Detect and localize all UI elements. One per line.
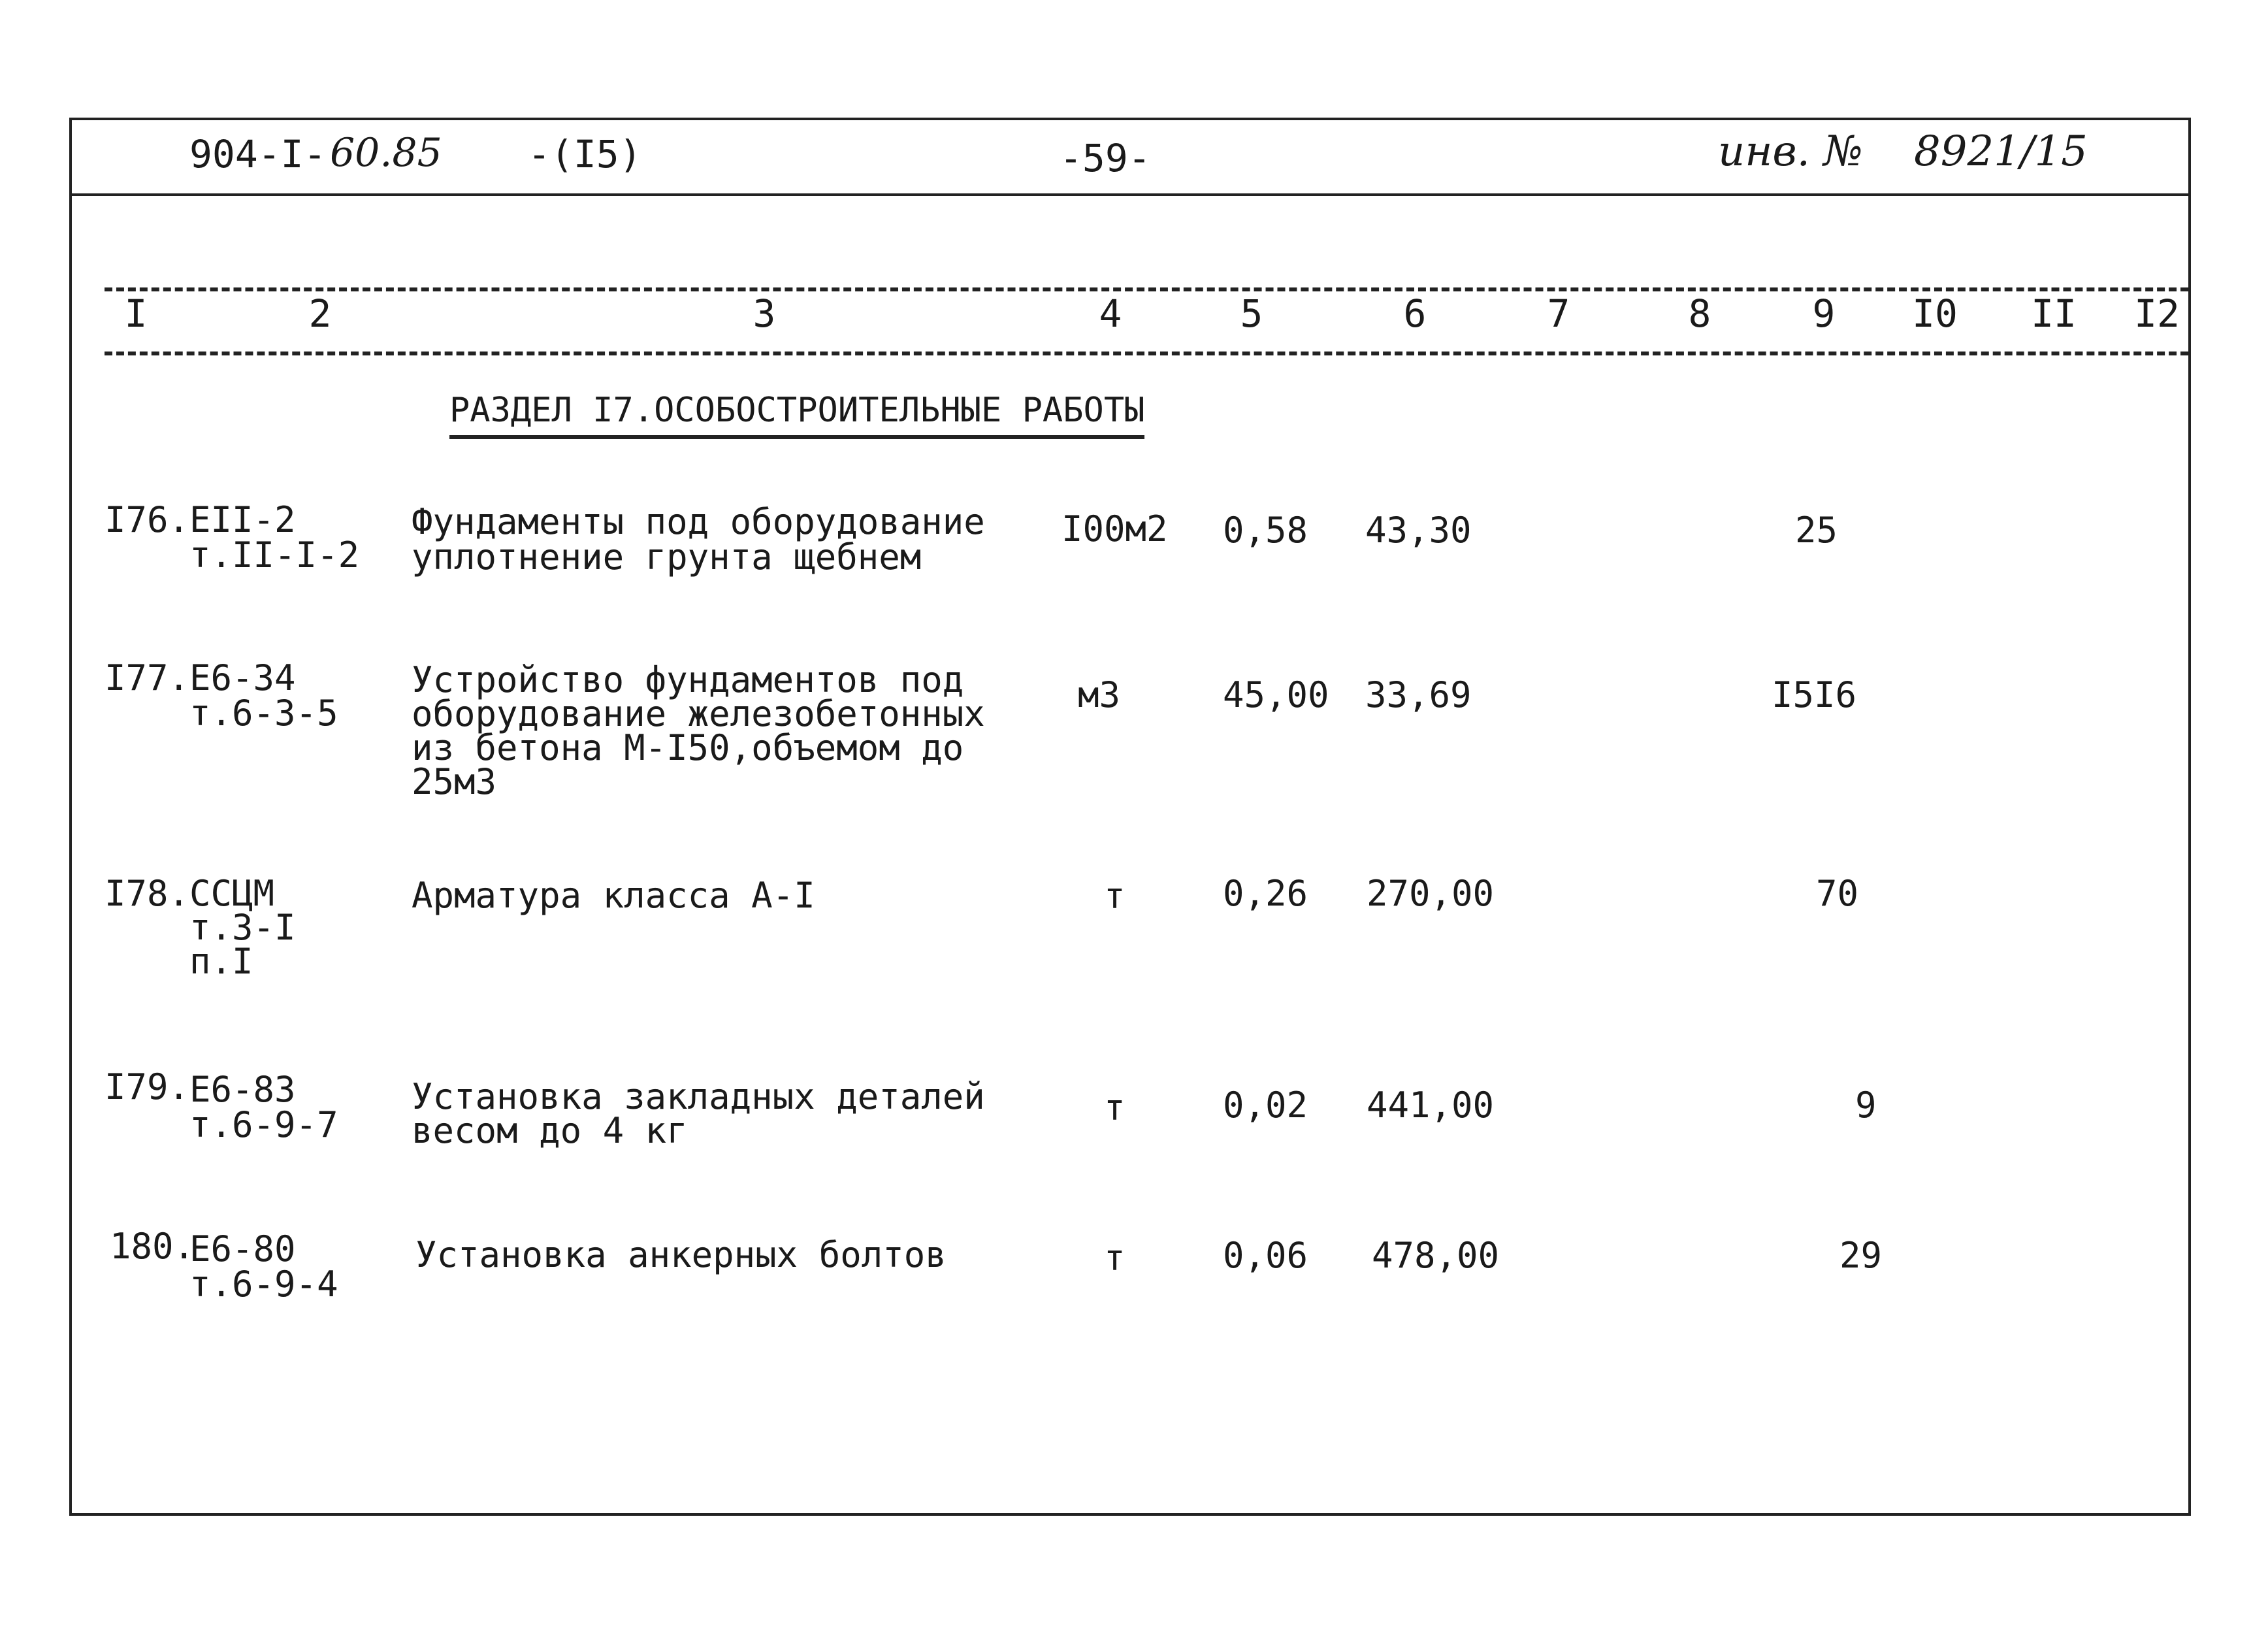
header-rule [72,193,2188,196]
row-number: I79. [105,1066,190,1107]
row-unit: т [1104,1087,1126,1128]
row-number: I78. [105,873,190,914]
column-number-1: I [124,291,148,336]
row-description-line: 25м3 [412,761,497,802]
column-number-9: 9 [1812,291,1836,336]
inventory-number: 8921/15 [1914,127,2088,176]
row-description-line: Арматура класса А-I [412,875,815,916]
section-title: РАЗДЕЛ I7.ОСОБОСТРОИТЕЛЬНЫЕ РАБОТЫ [449,392,1144,439]
inventory-label: инв. № [1718,127,1863,176]
row-unit: м3 [1078,674,1121,715]
doc-part: -(I5) [528,132,642,176]
column-number-7: 7 [1547,291,1570,336]
row-description-line: весом до 4 кг [412,1110,688,1151]
page-number: -59- [1060,136,1151,180]
column-number-5: 5 [1240,291,1263,336]
row-code-line: п.I [189,941,253,982]
row-unit: т [1104,875,1126,917]
row-code-line: т.II-I-2 [189,534,360,576]
row-unit-price: 33,69 [1365,674,1472,715]
row-number: I76. [105,499,190,540]
doc-code: 904-I- [189,132,327,176]
row-column-9-value: I5I6 [1772,674,1857,715]
row-code-line: EII-2 [189,499,296,540]
row-quantity: 0,26 [1223,873,1308,914]
column-number-3: 3 [753,291,776,336]
row-unit-price: 43,30 [1365,510,1472,551]
row-quantity: 45,00 [1223,674,1329,715]
row-number: I77. [105,657,190,698]
column-number-10: I0 [1912,291,1958,336]
row-description-line: Устройство фундаментов под [412,659,964,700]
row-number: 180. [110,1226,195,1267]
doc-code-handwritten: 60.85 [330,130,442,176]
column-strip-top-rule [105,287,2188,291]
row-quantity: 0,06 [1223,1235,1308,1276]
row-column-9-value: 25 [1795,510,1838,551]
row-code-line: т.3-I [189,907,296,948]
row-description-line: Установка закладных деталей [412,1076,985,1117]
row-description-line: уплотнение грунта щебнем [412,536,922,578]
row-code-line: т.6-9-4 [189,1264,338,1305]
row-code-line: т.6-3-5 [189,693,338,734]
column-number-11: II [2031,291,2077,336]
row-unit: т [1104,1237,1126,1279]
row-code-line: ССЦМ [189,873,275,914]
column-number-6: 6 [1403,291,1427,336]
row-column-9-value: 9 [1855,1085,1877,1126]
column-number-2: 2 [308,291,332,336]
row-column-9-value: 70 [1816,873,1859,914]
column-number-4: 4 [1099,291,1122,336]
row-unit-price: 441,00 [1367,1085,1495,1126]
row-column-9-value: 29 [1839,1235,1883,1276]
column-number-8: 8 [1688,291,1711,336]
row-code-line: т.6-9-7 [189,1104,338,1145]
row-code-line: E6-83 [189,1069,296,1110]
row-unit-price: 478,00 [1372,1235,1500,1276]
column-number-12: I2 [2134,291,2180,336]
column-strip-bottom-rule [105,352,2188,355]
row-description-line: оборудование железобетонных [412,693,985,734]
row-description-line: Установка анкерных болтов [415,1234,947,1275]
row-code-line: E6-80 [189,1228,296,1269]
row-unit-price: 270,00 [1367,873,1495,914]
row-code-line: E6-34 [189,657,296,698]
row-quantity: 0,02 [1223,1085,1308,1126]
row-unit: I00м2 [1061,508,1168,549]
row-description-line: из бетона М-I50,объемом до [412,727,964,768]
row-description-line: Фундаменты под оборудование [412,501,985,542]
row-quantity: 0,58 [1223,510,1308,551]
